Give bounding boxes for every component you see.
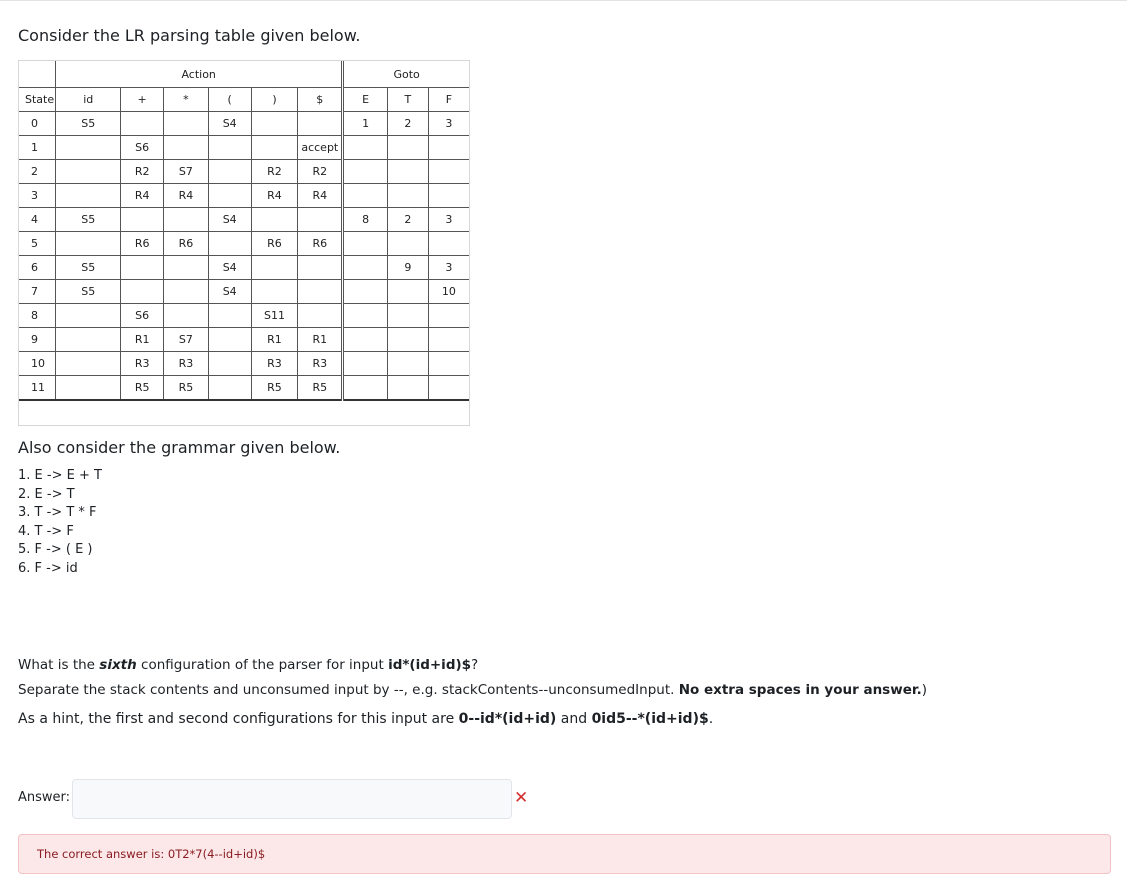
table-cell: S7 bbox=[164, 328, 209, 352]
state-cell: 1 bbox=[19, 136, 56, 160]
table-cell: 3 bbox=[428, 256, 469, 280]
grammar-intro: Also consider the grammar given below. bbox=[18, 438, 341, 457]
table-cell bbox=[121, 208, 164, 232]
feedback-box bbox=[18, 834, 1111, 874]
state-cell: 4 bbox=[19, 208, 56, 232]
question-prompt: What is the sixth configuration of the parser for input id*(id+id)$? bbox=[18, 657, 479, 673]
table-row bbox=[19, 304, 469, 328]
grammar-rule: 2. E -> T bbox=[18, 486, 75, 502]
parsing-table-grid bbox=[19, 61, 469, 401]
table-cell: R5 bbox=[121, 376, 164, 401]
column-header: * bbox=[164, 88, 209, 112]
table-cell: R5 bbox=[251, 376, 298, 401]
table-cell bbox=[388, 376, 429, 401]
table-cell bbox=[208, 160, 251, 184]
state-cell: 8 bbox=[19, 304, 56, 328]
table-row bbox=[19, 232, 469, 256]
table-row bbox=[19, 280, 469, 304]
table-cell bbox=[428, 352, 469, 376]
table-row bbox=[19, 328, 469, 352]
action-header: Action bbox=[56, 61, 343, 88]
table-row bbox=[19, 112, 469, 136]
table-cell: R1 bbox=[251, 328, 298, 352]
table-cell bbox=[121, 256, 164, 280]
table-cell: R1 bbox=[298, 328, 343, 352]
table-cell bbox=[388, 160, 429, 184]
table-cell bbox=[428, 136, 469, 160]
table-cell bbox=[208, 184, 251, 208]
table-header-row bbox=[19, 88, 469, 112]
hint-text: As a hint, the first and second configurations for this input are 0--id*(id+id) and 0id5--*(id+id)$. bbox=[18, 711, 714, 727]
table-cell: R6 bbox=[298, 232, 343, 256]
table-cell bbox=[121, 112, 164, 136]
table-cell: 3 bbox=[428, 112, 469, 136]
table-cell: S4 bbox=[208, 112, 251, 136]
table-cell: R3 bbox=[121, 352, 164, 376]
table-cell: 2 bbox=[388, 208, 429, 232]
table-cell bbox=[164, 280, 209, 304]
table-cell: S7 bbox=[164, 160, 209, 184]
table-cell: R3 bbox=[164, 352, 209, 376]
table-cell: R1 bbox=[121, 328, 164, 352]
table-cell bbox=[298, 280, 343, 304]
table-cell bbox=[251, 136, 298, 160]
state-cell: 2 bbox=[19, 160, 56, 184]
column-header: T bbox=[388, 88, 429, 112]
state-cell: 11 bbox=[19, 376, 56, 401]
table-cell bbox=[428, 376, 469, 401]
table-cell bbox=[298, 112, 343, 136]
table-cell bbox=[428, 328, 469, 352]
table-cell bbox=[388, 184, 429, 208]
table-cell: R6 bbox=[164, 232, 209, 256]
table-cell: R4 bbox=[121, 184, 164, 208]
table-cell bbox=[251, 112, 298, 136]
table-cell: R2 bbox=[298, 160, 343, 184]
state-cell: 7 bbox=[19, 280, 56, 304]
table-cell bbox=[251, 280, 298, 304]
table-cell bbox=[298, 304, 343, 328]
grammar-rule: 6. F -> id bbox=[18, 560, 78, 576]
column-header: ) bbox=[251, 88, 298, 112]
table-cell: 1 bbox=[343, 112, 388, 136]
goto-header: Goto bbox=[343, 61, 469, 88]
table-cell bbox=[388, 352, 429, 376]
table-cell bbox=[56, 184, 121, 208]
table-cell: S5 bbox=[56, 208, 121, 232]
table-cell: S5 bbox=[56, 112, 121, 136]
table-cell bbox=[298, 208, 343, 232]
table-cell bbox=[343, 136, 388, 160]
separator-instruction: Separate the stack contents and unconsumed input by --, e.g. stackContents--unconsumedInput. No extra spaces in your answer.) bbox=[18, 682, 927, 698]
table-row bbox=[19, 208, 469, 232]
state-cell: 9 bbox=[19, 328, 56, 352]
answer-label: Answer: bbox=[18, 790, 71, 805]
table-cell bbox=[343, 184, 388, 208]
table-cell bbox=[56, 304, 121, 328]
table-cell bbox=[428, 232, 469, 256]
table-cell bbox=[56, 376, 121, 401]
grammar-rules bbox=[18, 467, 102, 579]
table-cell: R3 bbox=[298, 352, 343, 376]
table-cell: S4 bbox=[208, 208, 251, 232]
table-cell bbox=[251, 256, 298, 280]
table-cell: R2 bbox=[121, 160, 164, 184]
table-row bbox=[19, 160, 469, 184]
column-header: State bbox=[19, 88, 56, 112]
table-cell bbox=[56, 328, 121, 352]
state-cell: 10 bbox=[19, 352, 56, 376]
table-cell bbox=[388, 280, 429, 304]
table-cell: R4 bbox=[164, 184, 209, 208]
table-cell: 8 bbox=[343, 208, 388, 232]
table-cell: R6 bbox=[251, 232, 298, 256]
grammar-rule: 5. F -> ( E ) bbox=[18, 542, 93, 558]
table-cell: R5 bbox=[298, 376, 343, 401]
table-cell: R3 bbox=[251, 352, 298, 376]
grammar-rule: 1. E -> E + T bbox=[18, 468, 102, 483]
table-cell: 2 bbox=[388, 112, 429, 136]
table-cell bbox=[298, 256, 343, 280]
grammar-rule: 4. T -> F bbox=[18, 523, 74, 539]
table-cell bbox=[56, 232, 121, 256]
column-header: F bbox=[428, 88, 469, 112]
table-cell bbox=[208, 352, 251, 376]
table-cell bbox=[428, 160, 469, 184]
table-cell bbox=[208, 376, 251, 401]
table-cell: S11 bbox=[251, 304, 298, 328]
table-cell bbox=[56, 160, 121, 184]
table-cell: S4 bbox=[208, 280, 251, 304]
table-cell bbox=[56, 352, 121, 376]
table-cell: accept bbox=[298, 136, 343, 160]
lr-parsing-table bbox=[18, 60, 470, 426]
table-cell: R5 bbox=[164, 376, 209, 401]
state-cell: 0 bbox=[19, 112, 56, 136]
table-cell: R4 bbox=[251, 184, 298, 208]
cross-icon: ✕ bbox=[514, 788, 529, 808]
table-cell bbox=[164, 304, 209, 328]
column-header: + bbox=[121, 88, 164, 112]
column-header: $ bbox=[298, 88, 343, 112]
table-cell bbox=[388, 232, 429, 256]
correct-answer-text: The correct answer is: 0T2*7(4--id+id)$ bbox=[37, 847, 266, 861]
table-cell bbox=[343, 256, 388, 280]
table-cell: R6 bbox=[121, 232, 164, 256]
column-header: id bbox=[56, 88, 121, 112]
table-row bbox=[19, 256, 469, 280]
table-cell: S4 bbox=[208, 256, 251, 280]
table-cell bbox=[343, 304, 388, 328]
table-cell bbox=[56, 136, 121, 160]
table-row bbox=[19, 376, 469, 401]
table-cell bbox=[428, 304, 469, 328]
table-cell bbox=[208, 232, 251, 256]
table-cell bbox=[208, 136, 251, 160]
table-cell bbox=[121, 280, 164, 304]
table-cell bbox=[343, 352, 388, 376]
table-cell bbox=[164, 136, 209, 160]
table-row bbox=[19, 136, 469, 160]
table-cell: R2 bbox=[251, 160, 298, 184]
table-cell: S5 bbox=[56, 256, 121, 280]
table-cell bbox=[343, 376, 388, 401]
answer-input[interactable] bbox=[72, 779, 512, 819]
table-cell bbox=[343, 280, 388, 304]
table-cell bbox=[164, 112, 209, 136]
table-cell bbox=[388, 136, 429, 160]
table-cell bbox=[388, 328, 429, 352]
top-divider bbox=[0, 0, 1127, 1]
table-cell bbox=[388, 304, 429, 328]
table-cell: 3 bbox=[428, 208, 469, 232]
table-cell: S6 bbox=[121, 304, 164, 328]
table-cell bbox=[343, 232, 388, 256]
state-cell: 3 bbox=[19, 184, 56, 208]
state-cell: 5 bbox=[19, 232, 56, 256]
table-cell bbox=[164, 208, 209, 232]
grammar-rule: 3. T -> T * F bbox=[18, 505, 97, 521]
table-cell bbox=[208, 304, 251, 328]
table-cell bbox=[343, 328, 388, 352]
table-cell: 10 bbox=[428, 280, 469, 304]
table-row bbox=[19, 352, 469, 376]
column-header: ( bbox=[208, 88, 251, 112]
table-cell: R4 bbox=[298, 184, 343, 208]
table-cell bbox=[428, 184, 469, 208]
table-cell: 9 bbox=[388, 256, 429, 280]
table-cell bbox=[164, 256, 209, 280]
table-cell: S6 bbox=[121, 136, 164, 160]
column-header: E bbox=[343, 88, 388, 112]
table-cell bbox=[208, 328, 251, 352]
table-cell: S5 bbox=[56, 280, 121, 304]
table-cell bbox=[343, 160, 388, 184]
state-cell: 6 bbox=[19, 256, 56, 280]
table-row bbox=[19, 184, 469, 208]
table-cell bbox=[251, 208, 298, 232]
question-intro: Consider the LR parsing table given below. bbox=[18, 26, 361, 45]
